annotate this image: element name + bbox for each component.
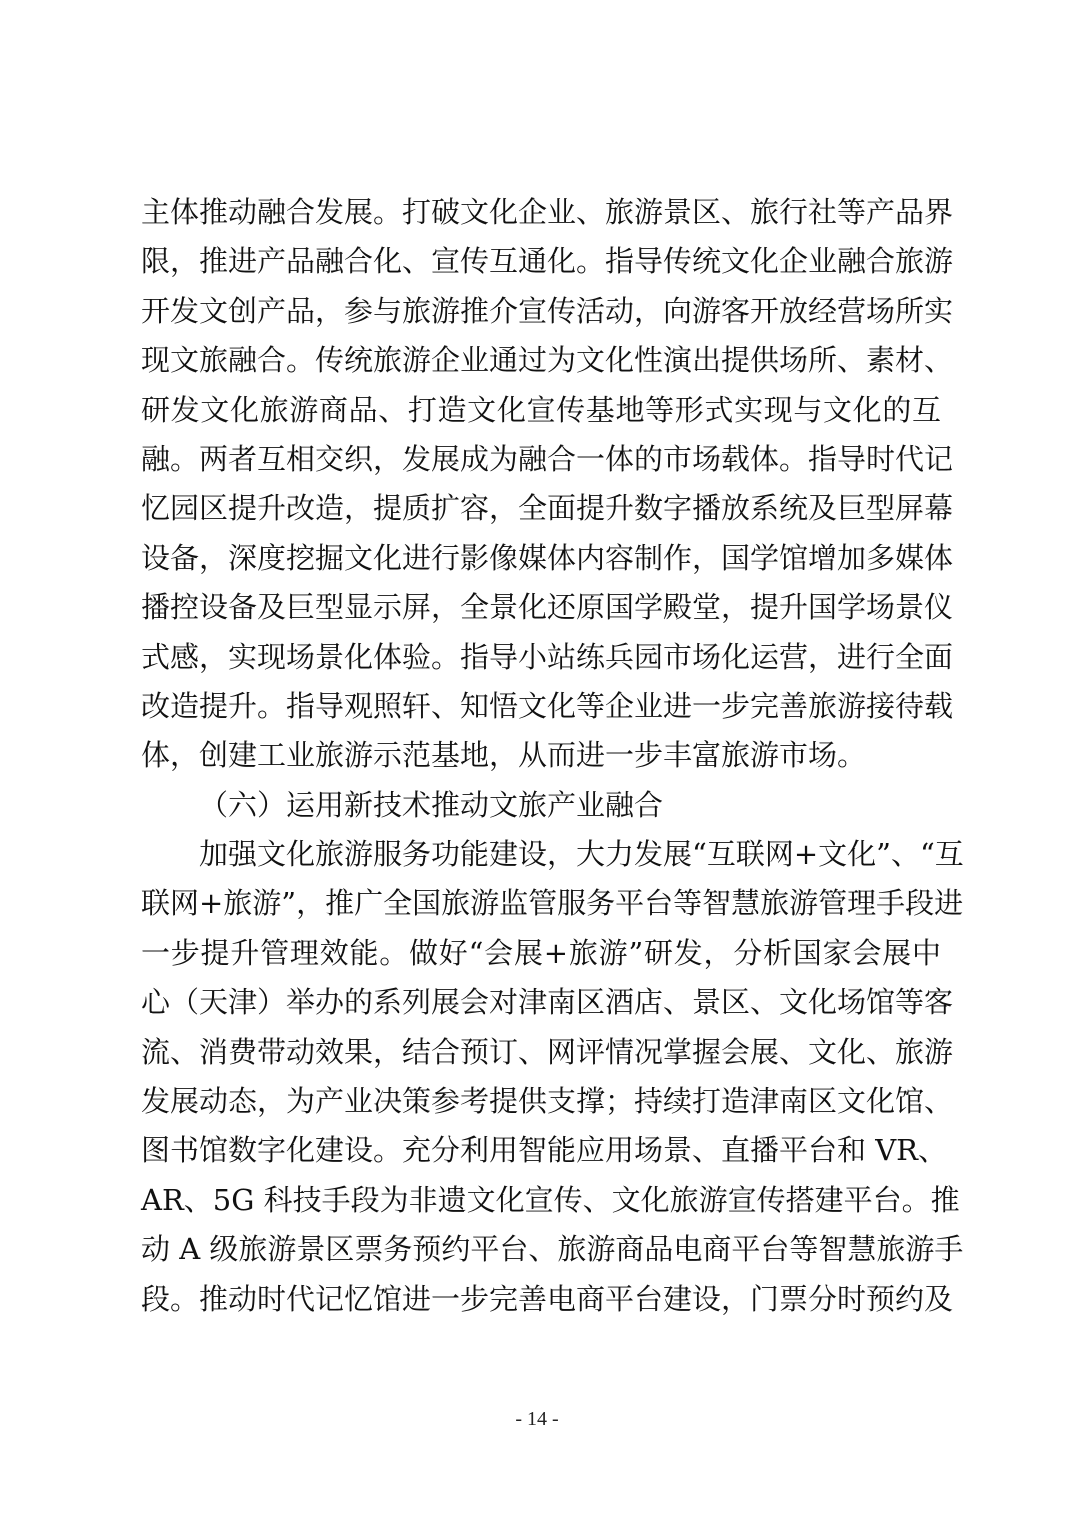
section-heading: （六）运用新技术推动文旅产业融合	[199, 787, 664, 822]
text-line: AR、5G 科技手段为非遗文化宣传、文化旅游宣传搭建平台。推	[141, 1182, 960, 1217]
text-line: 心（天津）举办的系列展会对津南区酒店、景区、文化场馆等客	[141, 985, 954, 1020]
text-line: 限，推进产品融合化、宣传互通化。指导传统文化企业融合旅游	[141, 244, 954, 279]
text-line: 融。两者互相交织，发展成为融合一体的市场载体。指导时代记	[141, 441, 954, 476]
text-line: 主体推动融合发展。打破文化企业、旅游景区、旅行社等产品界	[141, 195, 954, 229]
text-line: 动 A 级旅游景区票务预约平台、旅游商品电商平台等智慧旅游手	[141, 1232, 964, 1267]
body-text	[141, 188, 964, 1324]
text-line: 开发文创产品，参与旅游推介宣传活动，向游客开放经营场所实	[141, 293, 954, 328]
text-line: 播控设备及巨型显示屏，全景化还原国学殿堂，提升国学场景仪	[141, 590, 954, 625]
text-line: 加强文化旅游服务功能建设，大力发展“互联网+文化”、“互	[199, 837, 964, 872]
text-line: 改造提升。指导观照轩、知悟文化等企业进一步完善旅游接待载	[141, 688, 954, 723]
text-line: 图书馆数字化建设。充分利用智能应用场景、直播平台和 VR、	[141, 1133, 947, 1168]
text-line: 研发文化旅游商品、打造文化宣传基地等形式实现与文化的互	[141, 392, 941, 427]
text-line: 设备，深度挖掘文化进行影像媒体内容制作，国学馆增加多媒体	[141, 540, 954, 575]
page-number: - 14 -	[515, 1408, 559, 1430]
text-line: 体，创建工业旅游示范基地，从而进一步丰富旅游市场。	[141, 738, 867, 773]
text-line: 流、消费带动效果，结合预订、网评情况掌握会展、文化、旅游	[141, 1034, 954, 1069]
text-line: 忆园区提升改造，提质扩容，全面提升数字播放系统及巨型屏幕	[141, 491, 954, 526]
text-line: 段。推动时代记忆馆进一步完善电商平台建设，门票分时预约及	[141, 1281, 954, 1316]
text-line: 联网+旅游”，推广全国旅游监管服务平台等智慧旅游管理手段进	[141, 886, 964, 921]
text-line: 式感，实现场景化体验。指导小站练兵园市场化运营，进行全面	[141, 639, 954, 674]
text-line: 发展动态，为产业决策参考提供支撑；持续打造津南区文化馆、	[141, 1084, 954, 1119]
text-line: 一步提升管理效能。做好“会展+旅游”研发，分析国家会展中	[141, 935, 941, 970]
text-line: 现文旅融合。传统旅游企业通过为文化性演出提供场所、素材、	[141, 343, 954, 378]
